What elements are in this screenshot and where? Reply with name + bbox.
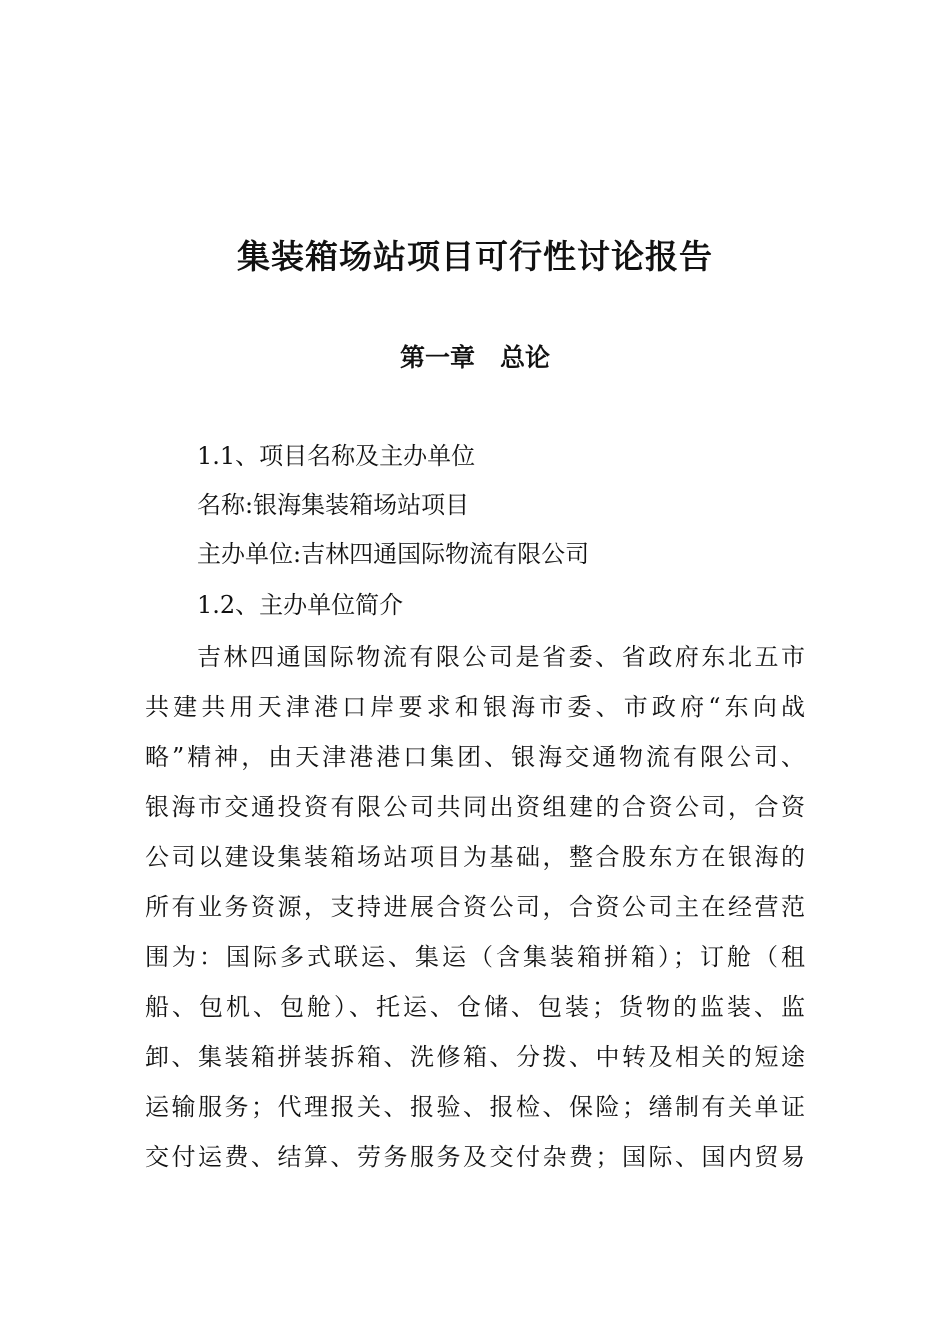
paragraph-line: 银海市交通投资有限公司共同出资组建的合资公司，合资 xyxy=(145,793,805,821)
organizer-line: 主办单位:吉林四通国际物流有限公司 xyxy=(197,540,590,568)
section-heading-1-2: 1.2、主办单位简介 xyxy=(197,591,404,619)
chapter-title: 第一章 总论 xyxy=(399,343,550,372)
project-name-line: 名称:银海集装箱场站项目 xyxy=(197,491,470,519)
document-title: 集装箱场站项目可行性讨论报告 xyxy=(237,237,713,276)
paragraph-line: 船、包机、包舱）、托运、仓储、包装；货物的监装、监 xyxy=(145,993,805,1021)
section-heading-1-1: 1.1、项目名称及主办单位 xyxy=(197,442,476,470)
paragraph-line: 卸、集装箱拼装拆箱、洗修箱、分拨、中转及相关的短途 xyxy=(145,1043,805,1071)
paragraph-line: 共建共用天津港口岸要求和银海市委、市政府“东向战 xyxy=(145,693,805,721)
paragraph-line: 交付运费、结算、劳务服务及交付杂费；国际、国内贸易 xyxy=(145,1143,805,1171)
paragraph-line: 围为：国际多式联运、集运（含集装箱拼箱）；订舱（租 xyxy=(145,943,805,971)
paragraph-line: 吉林四通国际物流有限公司是省委、省政府东北五市 xyxy=(197,643,805,671)
paragraph-line: 公司以建设集装箱场站项目为基础，整合股东方在银海的 xyxy=(145,843,805,871)
paragraph-line: 略”精神，由天津港港口集团、银海交通物流有限公司、 xyxy=(145,743,805,771)
paragraph-line: 运输服务；代理报关、报验、报检、保险；缮制有关单证 xyxy=(145,1093,805,1121)
paragraph-line: 所有业务资源，支持进展合资公司，合资公司主在经营范 xyxy=(145,893,805,921)
